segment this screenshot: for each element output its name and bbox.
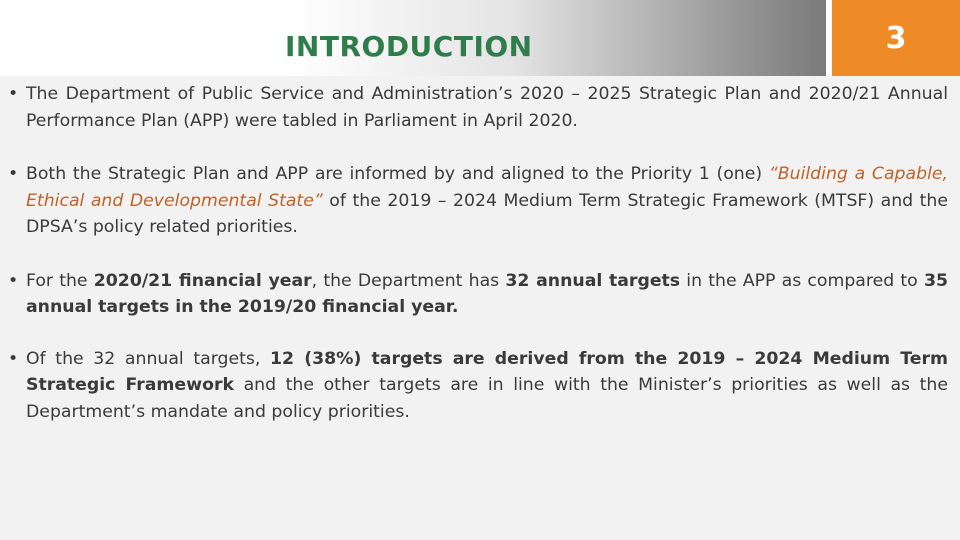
bullet-text: and the other targets are in line with the Minister’s priorities as well as the Department’s mandate and policy priorities. — [26, 375, 949, 422]
bullet-item — [8, 161, 948, 241]
bullet-text: Both the Strategic Plan and APP are informed by and aligned to the Priority 1 (one) — [26, 164, 769, 184]
slide-title: INTRODUCTION — [285, 30, 533, 63]
bullet-dot: • — [8, 164, 19, 184]
bullet-text: Of the 32 annual targets, — [26, 348, 271, 369]
bold-text: 32 annual targets — [505, 270, 681, 291]
bold-text: 35 annual targets in the 2019/20 financial year. — [26, 270, 948, 317]
bullet-text: , the Department has — [311, 270, 506, 291]
page-number: 3 — [885, 20, 907, 56]
bullet-dot: • — [8, 270, 19, 291]
bullet-text: in the APP as compared to — [680, 270, 924, 291]
bullet-item — [8, 268, 948, 321]
page-number-box — [832, 0, 960, 76]
bullet-item — [8, 81, 948, 134]
bullet-text: The Department of Public Service and Administration’s 2020 – 2025 Strategic Plan and 2020/21 Annual Performance Plan (APP) were tabled in Parliament in April 2020. — [26, 84, 948, 131]
bold-text: 12 (38%) targets are derived from the 2019 – 2024 Medium Term Strategic Framework — [26, 348, 948, 395]
bold-text: 2020/21 financial year — [93, 270, 312, 291]
priority-quote: “Building a Capable, Ethical and Developmental State” — [26, 164, 948, 211]
slide-content — [8, 80, 948, 425]
bullet-item — [8, 346, 948, 426]
bullet-text: of the 2019 – 2024 Medium Term Strategic Framework (MTSF) and the DPSA’s policy related priorities. — [26, 190, 948, 237]
bullet-text: For the — [26, 270, 94, 291]
bullet-dot: • — [8, 84, 19, 104]
bullet-dot: • — [8, 348, 19, 369]
